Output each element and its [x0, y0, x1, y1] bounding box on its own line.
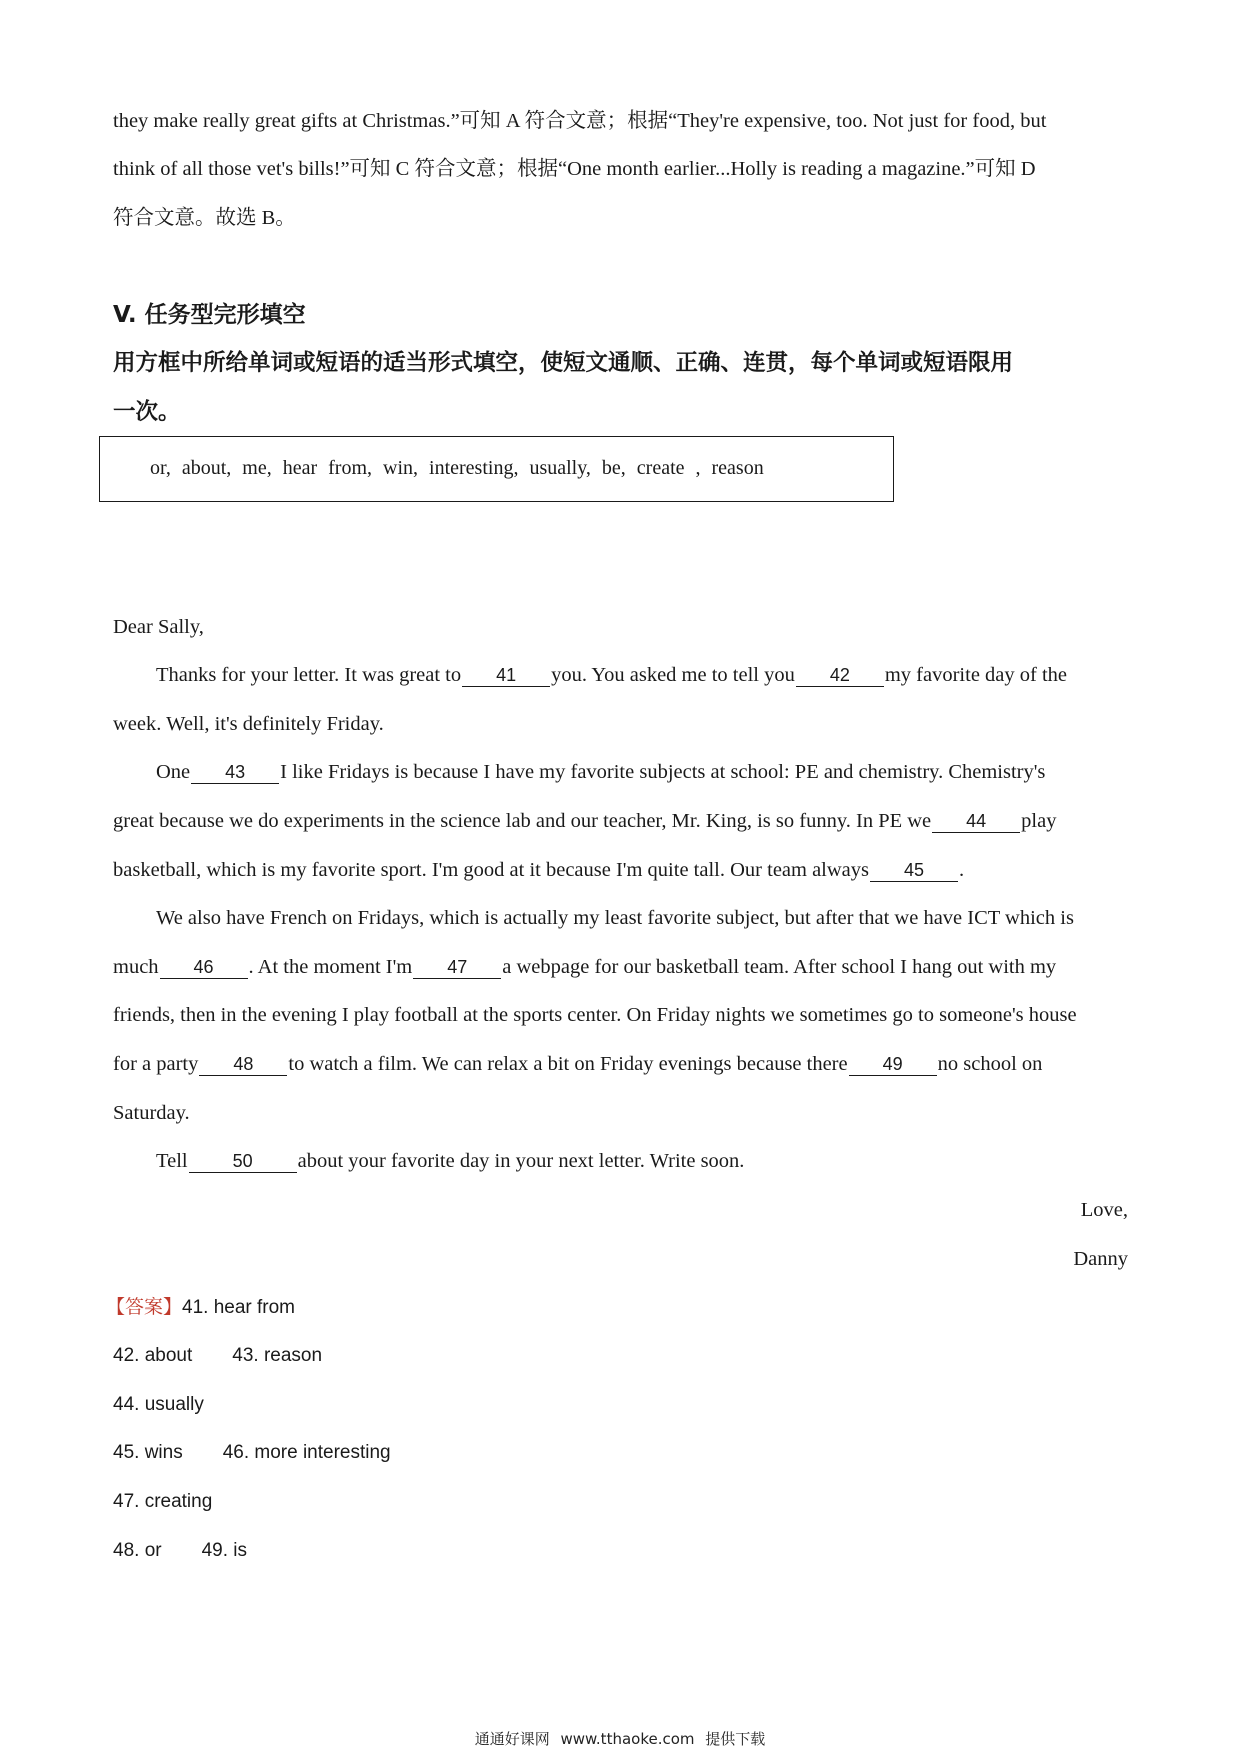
- letter-text: One: [156, 761, 191, 783]
- analysis-line-2: think of all those vet's bills!”可知 C 符合文意；根据“One month earlier...Holly is reading a magazine.”可知 D: [113, 158, 1036, 180]
- answer-48: 48. or: [113, 1540, 162, 1561]
- letter-text: . At the moment I'm: [248, 956, 413, 978]
- answer-47: 47. creating: [113, 1491, 213, 1512]
- letter-text: basketball, which is my favorite sport. I'm good at it because I'm quite tall. Our team always: [113, 859, 870, 881]
- letter-p3-line-3: friends, then in the evening I play football at the sports center. On Friday nights we sometimes go to someone's house: [113, 1004, 1077, 1026]
- word-box: [99, 436, 894, 502]
- letter-text: Thanks for your letter. It was great to: [156, 664, 462, 686]
- blank-41: 41: [462, 664, 550, 687]
- blank-49: 49: [849, 1053, 937, 1076]
- answer-49: 49. is: [201, 1540, 248, 1561]
- answer-45: 45. wins: [113, 1442, 183, 1463]
- analysis-line-3: 符合文意。故选 B。: [113, 207, 296, 229]
- answer-44: 44. usually: [113, 1394, 204, 1415]
- letter-text: for a party: [113, 1053, 199, 1075]
- letter-p3-line-1: We also have French on Fridays, which is actually my least favorite subject, but after that we have ICT which is: [156, 907, 1074, 929]
- letter-text: play: [1021, 810, 1057, 832]
- page-footer: 通通好课网 www.tthaoke.com 提供下载: [474, 1730, 766, 1748]
- letter-p2-line-3: [113, 857, 964, 883]
- word-box-text: or, about, me, hear from, win, interesting, usually, be, create , reason: [150, 457, 764, 479]
- instruction-line-2: 一次。: [113, 399, 181, 425]
- blank-48: 48: [199, 1053, 287, 1076]
- letter-p3-line-4: [113, 1051, 1042, 1077]
- blank-47: 47: [413, 956, 501, 979]
- answer-tag: 【答案】: [106, 1296, 183, 1318]
- answer-42: 42. about: [113, 1345, 193, 1366]
- section-title: V. 任务型完形填空: [113, 302, 306, 328]
- blank-44: 44: [932, 810, 1020, 833]
- letter-text: to watch a film. We can relax a bit on Friday evenings because there: [288, 1053, 848, 1075]
- answer-41: 41. hear from: [182, 1297, 296, 1318]
- letter-p2-line-2: [113, 808, 1056, 834]
- blank-46: 46: [160, 956, 248, 979]
- letter-p3-line-5: Saturday.: [113, 1102, 190, 1124]
- answer-43: 43. reason: [232, 1345, 323, 1366]
- instruction-line-1: 用方框中所给单词或短语的适当形式填空，使短文通顺、正确、连贯，每个单词或短语限用: [113, 350, 1014, 376]
- blank-45: 45: [870, 859, 958, 882]
- letter-p3-line-2: [113, 954, 1056, 980]
- letter-text: no school on: [937, 1053, 1043, 1075]
- letter-p2-line-1: [156, 759, 1045, 785]
- answer-line-1: [106, 1294, 295, 1321]
- letter-closing: Love,: [1080, 1199, 1128, 1221]
- blank-43: 43: [191, 761, 279, 784]
- letter-text: a webpage for our basketball team. After school I hang out with my: [502, 956, 1057, 978]
- letter-text: I like Fridays is because I have my favorite subjects at school: PE and chemistry. Chemistry's: [280, 761, 1046, 783]
- letter-p1-line-1: [156, 662, 1067, 688]
- blank-42: 42: [796, 664, 884, 687]
- letter-signature: Danny: [1073, 1248, 1128, 1270]
- analysis-line-1: they make really great gifts at Christmas.”可知 A 符合文意；根据“They're expensive, too. Not just for food, but: [113, 110, 1047, 132]
- answer-line-3: [113, 1392, 204, 1418]
- letter-text: great because we do experiments in the science lab and our teacher, Mr. King, is so funny. In PE we: [113, 810, 932, 832]
- letter-text: Tell: [156, 1150, 188, 1172]
- answer-46: 46. more interesting: [222, 1442, 391, 1463]
- answer-line-4: [113, 1440, 391, 1466]
- answer-line-6: [113, 1538, 247, 1564]
- letter-salutation: Dear Sally,: [113, 616, 204, 638]
- letter-p4-line-1: [156, 1148, 744, 1174]
- letter-text: about your favorite day in your next letter. Write soon.: [297, 1150, 745, 1172]
- letter-text: my favorite day of the: [884, 664, 1068, 686]
- blank-50: 50: [189, 1150, 297, 1173]
- letter-text: you. You asked me to tell you: [551, 664, 795, 686]
- answer-line-2: [113, 1343, 322, 1369]
- letter-text: .: [959, 859, 965, 881]
- letter-text: much: [113, 956, 159, 978]
- answer-line-5: [113, 1489, 212, 1515]
- letter-p1-line-2: week. Well, it's definitely Friday.: [113, 713, 384, 735]
